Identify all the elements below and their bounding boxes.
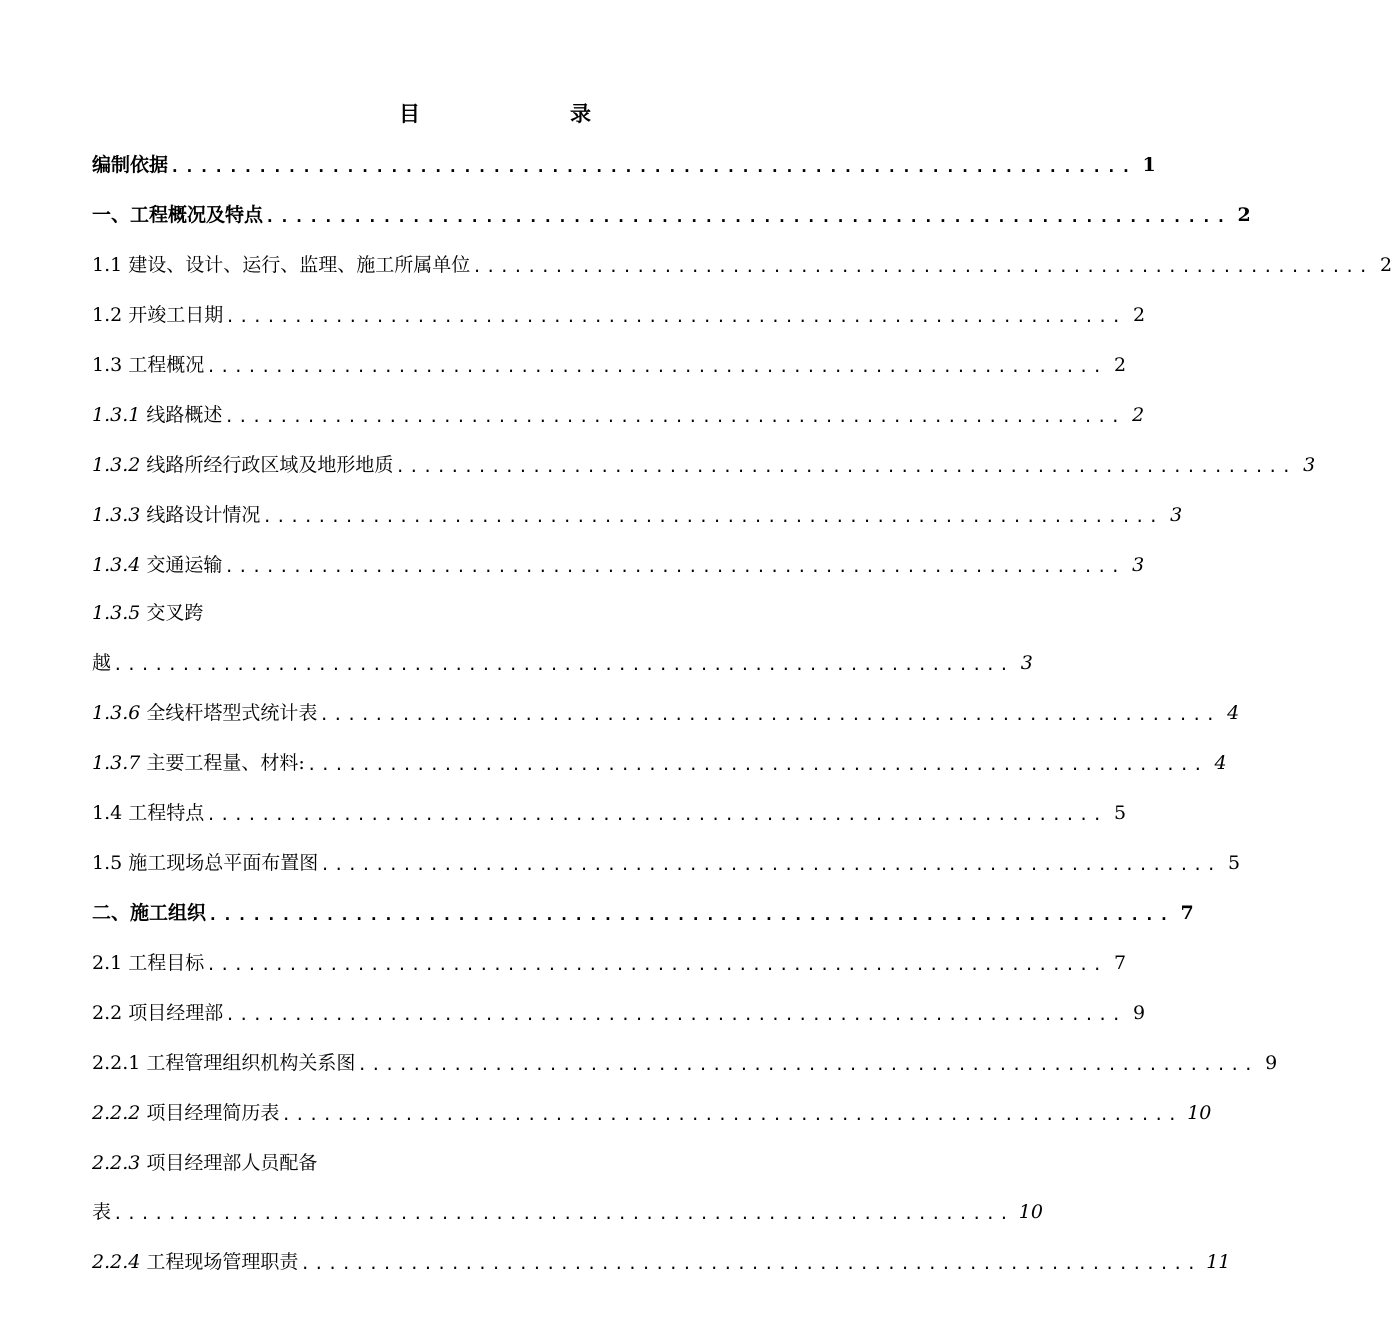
toc-entry-number: 1.3.3 [92,504,141,526]
toc-page-number: 3 [1132,554,1145,576]
toc-entry-text: 工程特点 [128,802,205,824]
toc-leader-dots: .................................................................. [265,207,1231,226]
toc-page-number: 9 [1132,1002,1146,1024]
toc-entry-1-3-5-continuation[interactable] [92,648,1033,678]
toc-page-number: 7 [1113,952,1127,974]
toc-entry-1-3-5-first-line[interactable] [92,598,203,628]
title-part-1: 目 [399,101,420,126]
toc-entry-1-3[interactable] [92,350,1127,380]
page-title [0,98,990,128]
toc-leader-dots: .................................................................. [320,855,1221,874]
toc-entry-text: 工程目标 [128,952,205,974]
toc-entry-1-3-7[interactable] [92,748,1227,778]
toc-entry-text: 主要工程量、材料: [146,752,305,774]
toc-entry-number: 2.2.2 [92,1102,141,1124]
toc-leader-dots: .................................................................. [262,507,1163,526]
toc-entry-2-2-4[interactable] [92,1247,1231,1277]
toc-entry-2-2-2[interactable] [92,1098,1212,1128]
toc-entry-number: 1.2 [92,304,123,326]
toc-leader-dots: .................................................................. [281,1105,1182,1124]
toc-entry-1-4[interactable] [92,798,1127,828]
toc-page-number: 3 [1020,652,1033,674]
toc-entry-text: 线路概述 [146,404,223,426]
toc-entry-2-2-3-continuation[interactable] [92,1197,1043,1227]
toc-entry-text: 开竣工日期 [128,304,224,326]
toc-entry-text: 施工现场总平面布置图 [128,852,319,874]
toc-leader-dots: .................................................................. [319,705,1220,724]
toc-entry-1-3-1[interactable] [92,400,1145,430]
toc-entry-number: 2.2.4 [92,1251,141,1273]
toc-entry-2-1[interactable] [92,948,1127,978]
toc-leader-dots: .................................................................. [300,1254,1201,1273]
toc-entry-number: 1.1 [92,254,123,276]
toc-entry-text: 线路设计情况 [146,504,261,526]
toc-entry-section-2[interactable] [92,898,1194,928]
toc-entry-number: 1.3.4 [92,554,141,576]
toc-entry-1-2[interactable] [92,300,1146,330]
toc-entry-1-3-4[interactable] [92,550,1145,580]
toc-entry-text: 交叉跨 [146,602,204,624]
toc-entry-text: 工程概况 [128,354,205,376]
toc-entry-number: 1.3.1 [92,404,141,426]
toc-leader-dots: .................................................................. [113,1204,1013,1223]
toc-page-number: 2 [1237,204,1251,226]
toc-page-number: 2 [1132,304,1146,326]
toc-leader-dots: .................................................................. [306,755,1207,774]
toc-page-number: 9 [1265,1052,1278,1074]
toc-leader-dots: .................................................................. [224,407,1125,426]
toc-page-number: 2 [1113,354,1127,376]
toc-entry-text: 编制依据 [92,154,169,176]
toc-page-number: 3 [1170,504,1183,526]
toc-entry-text: 工程现场管理职责 [146,1251,299,1273]
toc-entry-number: 1.3 [92,354,123,376]
toc-page-number: 10 [1187,1102,1212,1124]
toc-entry-1-3-3[interactable] [92,500,1183,530]
toc-entry-2-2[interactable] [92,998,1146,1028]
toc-entry-text-continued: 越 [92,652,112,674]
toc-entry-number: 2.1 [92,952,123,974]
toc-entry-text: 工程管理组织机构关系图 [146,1052,356,1074]
toc-entry-number: 1.4 [92,802,123,824]
toc-entry-number: 1.3.5 [92,602,141,624]
toc-entry-2-2-3-first-line[interactable] [92,1148,317,1178]
toc-leader-dots: .................................................................. [206,805,1107,824]
toc-entry-number: 2.2.1 [92,1052,141,1074]
toc-entry-1-5[interactable] [92,848,1241,878]
toc-leader-dots: .................................................................. [225,307,1126,326]
toc-entry-number: 1.5 [92,852,123,874]
toc-page-number: 4 [1214,752,1227,774]
toc-page-number: 5 [1227,852,1241,874]
toc-leader-dots: .................................................................. [357,1055,1258,1074]
toc-page-number: 5 [1113,802,1127,824]
toc-entry-text: 建设、设计、运行、监理、施工所属单位 [128,254,471,276]
toc-entry-text: 项目经理简历表 [146,1102,280,1124]
toc-leader-dots: .................................................................. [170,157,1136,176]
toc-leader-dots: .................................................................. [206,357,1107,376]
toc-page-number: 7 [1180,902,1194,924]
toc-entry-text: 交通运输 [146,554,223,576]
toc-page-number: 1 [1142,154,1156,176]
toc-leader-dots: .................................................................. [225,1005,1126,1024]
toc-entry-compilation-basis[interactable] [92,150,1156,180]
toc-page-number: 2 [1132,404,1145,426]
toc-entry-section-1[interactable] [92,200,1251,230]
toc-entry-text: 全线杆塔型式统计表 [146,702,318,724]
toc-leader-dots: .................................................................. [208,905,1174,924]
toc-entry-number: 2.2 [92,1002,123,1024]
toc-entry-1-1[interactable] [92,250,1392,280]
toc-leader-dots: .................................................................. [206,955,1107,974]
title-part-2: 录 [570,101,591,126]
toc-entry-1-3-2[interactable] [92,450,1316,480]
toc-entry-number: 2.2.3 [92,1152,141,1174]
toc-entry-text: 线路所经行政区域及地形地质 [146,454,394,476]
toc-leader-dots: .................................................................. [472,257,1373,276]
toc-entry-text: 项目经理部 [128,1002,224,1024]
toc-entry-text: 项目经理部人员配备 [146,1152,318,1174]
toc-entry-text: 二、施工组织 [92,902,207,924]
toc-entry-number: 1.3.6 [92,702,141,724]
toc-leader-dots: .................................................................. [224,557,1125,576]
toc-entry-text-continued: 表 [92,1201,112,1223]
toc-entry-2-2-1[interactable] [92,1048,1278,1078]
toc-entry-number: 1.3.7 [92,752,141,774]
toc-entry-text: 一、工程概况及特点 [92,204,264,226]
toc-page-number: 3 [1303,454,1316,476]
toc-page-number: 11 [1206,1251,1231,1273]
toc-leader-dots: .................................................................. [113,655,1013,674]
toc-page-number: 10 [1018,1201,1043,1223]
toc-page-number: 2 [1379,254,1392,276]
toc-entry-number: 1.3.2 [92,454,141,476]
toc-leader-dots: .................................................................. [395,457,1296,476]
toc-entry-1-3-6[interactable] [92,698,1240,728]
toc-page-number: 4 [1227,702,1240,724]
